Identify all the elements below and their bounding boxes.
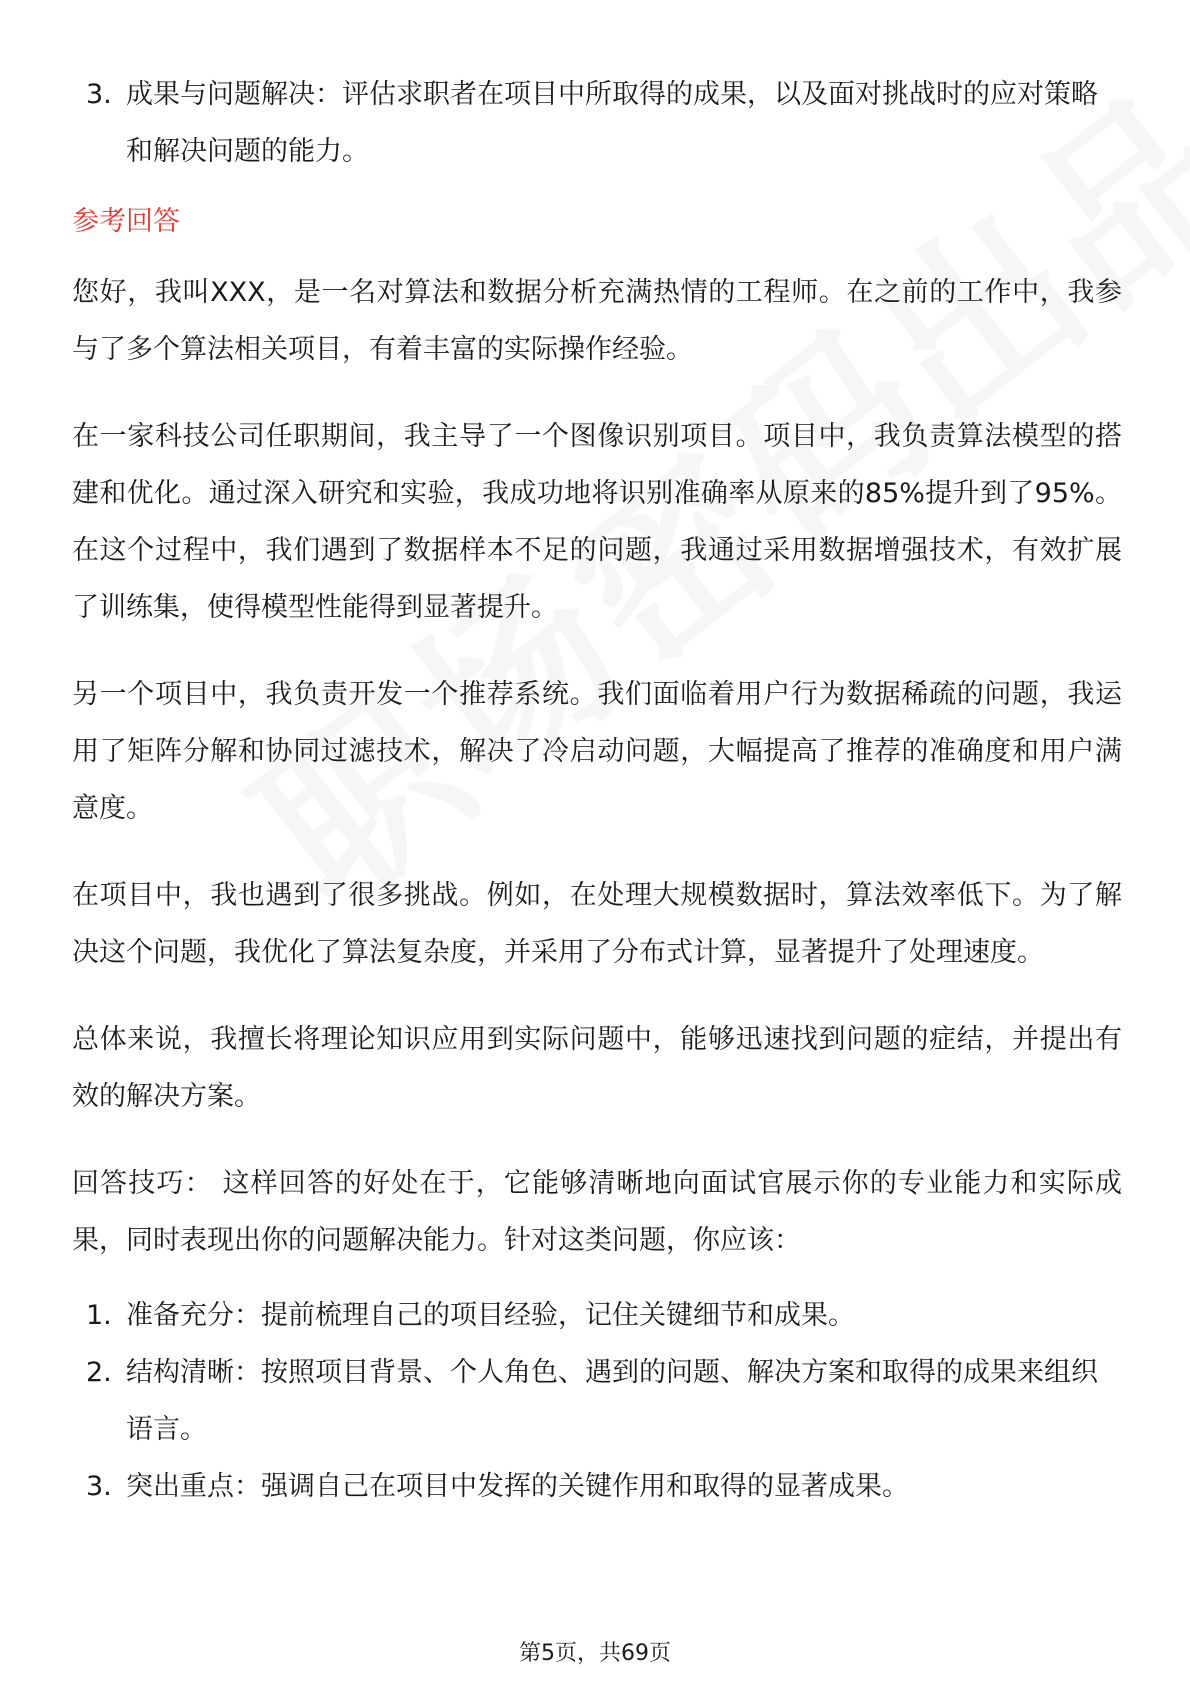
list-number: 1. — [86, 1300, 112, 1331]
list-item — [72, 1287, 1122, 1344]
paragraph-project-recommend: 另一个项目中，我负责开发一个推荐系统。我们面临着用户行为数据稀疏的问题，我运用了矩阵分解和协同过滤技术，解决了冷启动问题，大幅提高了推荐的准确度和用户满意度。 — [72, 679, 1122, 824]
paragraph-project-image: 在一家科技公司任职期间，我主导了一个图像识别项目。项目中，我负责算法模型的搭建和优化。通过深入研究和实验，我成功地将识别准确率从原来的85%提升到了95%。在这个过程中，我们遇到了数据样本不足的问题，我通过采用数据增强技术，有效扩展了训练集，使得模型性能得到显著提升。 — [72, 421, 1122, 623]
list-number: 3. — [86, 1471, 112, 1502]
list-text: 成果与问题解决：评估求职者在项目中所取得的成果，以及面对挑战时的应对策略和解决问题的能力。 — [126, 79, 1098, 167]
paragraph-challenges: 在项目中，我也遇到了很多挑战。例如，在处理大规模数据时，算法效率低下。为了解决这个问题，我优化了算法复杂度，并采用了分布式计算，显著提升了处理速度。 — [72, 880, 1122, 968]
page-content — [72, 66, 1122, 1515]
list-number: 3. — [86, 79, 112, 110]
list-item — [72, 66, 1122, 180]
tips-list — [72, 1287, 1122, 1515]
paragraph-summary: 总体来说，我擅长将理论知识应用到实际问题中，能够迅速找到问题的症结，并提出有效的解决方案。 — [72, 1024, 1122, 1112]
list-text: 准备充分：提前梳理自己的项目经验，记住关键细节和成果。 — [126, 1300, 855, 1331]
list-item — [72, 1458, 1122, 1515]
list-number: 2. — [86, 1357, 112, 1388]
paragraph-tips: 回答技巧： 这样回答的好处在于，它能够清晰地向面试官展示你的专业能力和实际成果，同时表现出你的问题解决能力。针对这类问题，你应该： — [72, 1168, 1122, 1256]
paragraph-intro: 您好，我叫XXX，是一名对算法和数据分析充满热情的工程师。在之前的工作中，我参与了多个算法相关项目，有着丰富的实际操作经验。 — [72, 277, 1122, 365]
section-title: 参考回答 — [72, 206, 180, 237]
list-text: 结构清晰：按照项目背景、个人角色、遇到的问题、解决方案和取得的成果来组织语言。 — [126, 1357, 1098, 1445]
list-text: 突出重点：强调自己在项目中发挥的关键作用和取得的显著成果。 — [126, 1471, 909, 1502]
page-footer: 第5页，共69页 — [519, 1641, 671, 1666]
list-item — [72, 1344, 1122, 1458]
